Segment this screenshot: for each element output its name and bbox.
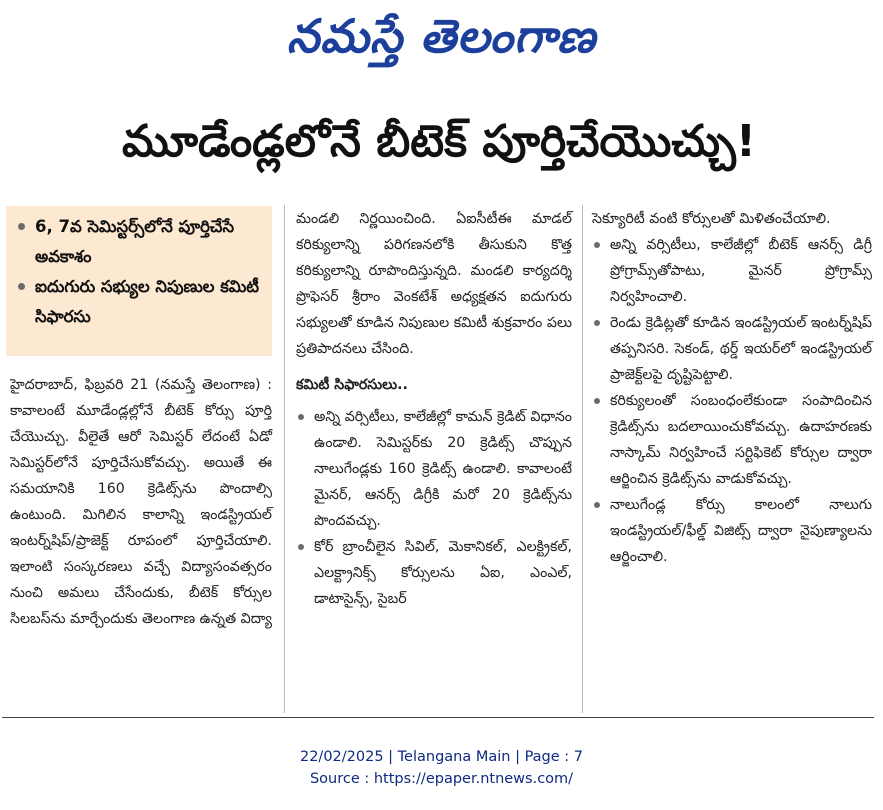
article-column-1 — [10, 372, 272, 632]
bullet-icon — [594, 320, 600, 326]
recommendation-item — [592, 388, 872, 492]
footer-source-line[interactable]: Source : https://epaper.ntnews.com/ — [309, 771, 574, 787]
highlight-text: 6, 7వ సెమిస్టర్స్‌లోనే పూర్తిచేసే అవకాశం — [35, 217, 235, 266]
article-paragraph: హైదరాబాద్, ఫిబ్రవరి 21 (నమస్తే తెలంగాణ) : కావాలంటే మూడేండ్లల్లోనే బీటెక్ కోర్సు పూర్తి చేయొచ్చు. వీలైతే ఆరో సెమిస్టర్ లేదంటే ఏడో సెమిస్టర్‌లోనే పూర్తిచేసుకోవచ్చు. అయితే ఈ సమయానికి 160 క్రెడిట్స్‌ను పొందాల్సి ఉంటుంది. మిగిలిన కాలాన్ని ఇండస్ట్రియల్ ఇంటర్న్‌షిప్/ప్రాజెక్ట్ రూపంలో పూర్తిచేయాలి. ఇలాంటి సంస్కరణలు వచ్చే విద్యాసంవత్సరం నుంచి అమలు చేసేందుకు, బీటెక్ కోర్సుల సిలబస్‌ను మార్చేందుకు తెలంగాణ ఉన్నత విద్యా — [10, 377, 272, 627]
article-paragraph: మండలి నిర్ణయించింది. ఏఐసీటీఈ మాడల్ కరిక్యులాన్ని పరిగణనలోకి తీసుకుని కొత్త కరిక్యులాన్ని రూపొందిస్తున్నది. మండలి కార్యదర్శి ప్రొఫెసర్ శ్రీరాం వెంకటేశ్ అధ్యక్షతన ఐదుగురు సభ్యులతో కూడిన నిపుణుల కమిటీ శుక్రవారం పలు ప్రతిపాదనలు చేసింది. — [296, 211, 572, 357]
highlights-box — [6, 206, 272, 356]
bullet-icon — [18, 283, 25, 290]
recommendation-text: అన్ని వర్సిటీలు, కాలేజీల్లో కామన్ క్రెడిట్ విధానం ఉండాలి. సెమిస్టర్‌కు 20 క్రెడిట్స్ చొప్పున నాలుగేండ్లకు 160 క్రెడిట్స్ ఉండాలి. కావాలంటే మైనర్, ఆనర్స్ డిగ్రీకి మరో 20 క్రెడిట్స్‌ను పొందవచ్చు. — [314, 409, 572, 529]
recommendation-item — [592, 232, 872, 310]
recommendation-item — [296, 404, 572, 534]
recommendation-text: కరిక్యులంతో సంబంధంలేకుండా సంపాదించిన క్రెడిట్స్‌ను బదలాయించుకోవచ్చు. ఉదాహరణకు నాస్కామ్ నిర్వహించే సర్టిఫికెట్ కోర్సుల ద్వారా ఆర్జించిన క్రెడిట్స్‌ను వాడుకోవచ్చు. — [610, 393, 872, 487]
newspaper-masthead: నమస్తే తెలంగాణ — [286, 9, 597, 63]
bullet-icon — [298, 544, 304, 550]
bullet-icon — [18, 223, 25, 230]
column-divider — [284, 205, 285, 713]
bullet-icon — [594, 398, 600, 404]
highlight-item — [14, 272, 264, 332]
article-column-3 — [592, 206, 872, 570]
recommendation-text: రెండు క్రెడిట్లతో కూడిన ఇండస్ట్రియల్ ఇంటర్న్‌షిప్ తప్పనిసరి. సెకండ్, థర్డ్ ఇయర్‌లో ఇండస్ట్రియల్ ప్రాజెక్ట్‌లపై దృష్టిపెట్టాలి. — [610, 315, 872, 383]
committee-heading: కమిటీ సిఫారసులు.. — [296, 377, 408, 393]
article-paragraph: సెక్యూరిటీ వంటి కోర్సులతో మిళితంచేయాలి. — [592, 211, 831, 227]
footer-date-line: 22/02/2025 | Telangana Main | Page : 7 — [299, 749, 584, 765]
highlight-item — [14, 212, 264, 272]
recommendation-text: నాలుగేండ్ల కోర్సు కాలంలో నాలుగు ఇండస్ట్రియల్/ఫీల్డ్ విజిట్స్ ద్వారా నైపుణ్యాలను ఆర్జించాలి. — [610, 497, 872, 565]
recommendation-text: కోర్ బ్రాంచీలైన సివిల్, మెకానికల్, ఎలక్ట్రికల్, ఎలక్ట్రానిక్స్ కోర్సులను ఏఐ, ఎంఎల్, డాటాసైన్స్, సైబర్ — [314, 539, 572, 607]
column-divider — [582, 205, 583, 713]
page-footer — [0, 746, 883, 790]
article-column-2 — [296, 206, 572, 612]
recommendation-item — [592, 492, 872, 570]
recommendation-item — [296, 534, 572, 612]
bullet-icon — [298, 414, 304, 420]
bullet-icon — [594, 242, 600, 248]
article-headline: మూడేండ్లలోనే బీటెక్ పూర్తిచేయొచ్చు! — [122, 116, 756, 167]
recommendation-item — [592, 310, 872, 388]
highlight-text: ఐదుగురు సభ్యుల నిపుణుల కమిటీ సిఫారసు — [35, 277, 260, 326]
recommendation-text: అన్ని వర్సిటీలు, కాలేజీల్లో బీటెక్ ఆనర్స్ డిగ్రీ ప్రోగ్రామ్స్‌తోపాటు, మైనర్ ప్రోగ్రామ్స్ నిర్వహించాలి. — [610, 237, 872, 305]
bullet-icon — [594, 502, 600, 508]
